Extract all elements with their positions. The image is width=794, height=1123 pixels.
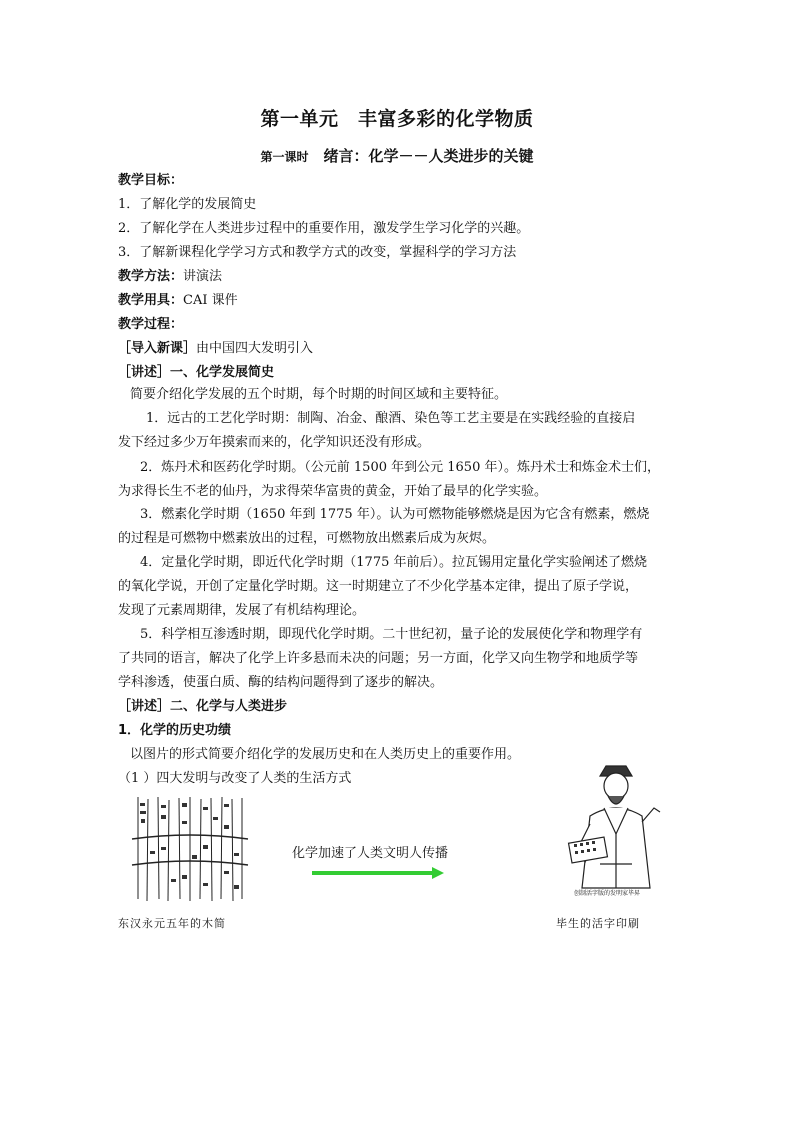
left-caption: 东汉永元五年的木简 [118,917,226,930]
arrow-label: 化学加速了人类文明人传播 [292,846,449,861]
lesson-topic: 绪言：化学－－人类进步的关键 [323,147,534,165]
period-2-line-2: 为求得长生不老的仙丹，为求得荣华富贵的黄金，开始了最早的化学实验。 [118,484,548,499]
lecture1-tag: ［讲述］ [118,365,171,380]
lecture1-text: 一、化学发展简史 [170,365,275,380]
period-5-line-2: 了共同的语言，解决了化学上许多悬而未决的问题；另一方面，化学又向生物学和地质学等 [118,651,639,666]
lecture1-row [118,363,274,383]
period-1-line-2: 发下经过多少万年摸索而来的，化学知识还没有形成。 [118,435,431,450]
objective-1: 1．了解化学的发展简史 [118,197,257,212]
right-caption: 毕生的活字印刷 [556,917,640,930]
bi-sheng-portrait-image [560,764,670,900]
intro-tag: ［导入新课］ [118,341,197,356]
period-4-line-2: 的氧化学说，开创了定量化学时期。这一时期建立了不少化学基本定律，提出了原子学说， [118,579,639,594]
section1-heading: 1．化学的历史功绩 [118,723,232,738]
objectives-heading: 教学目标： [118,173,184,188]
tools-label: 教学用具： [118,293,184,308]
method-label: 教学方法： [118,269,184,284]
overview: 简要介绍化学发展的五个时期，每个时期的时间区域和主要特征。 [130,387,508,402]
portrait-small-caption: 创制活字版的发明家毕昇 [574,890,641,897]
objective-2: 2．了解化学在人类进步过程中的重要作用，激发学生学习化学的兴趣。 [118,221,530,236]
period-3-line-1: 3．燃素化学时期（1650 年到 1775 年）。认为可燃物能够燃烧是因为它含有燃素，燃烧 [140,507,650,522]
period-4-line-3: 发现了元素周期律，发展了有机结构理论。 [118,603,366,618]
lecture2-row [118,697,287,717]
method-value: 讲演法 [183,269,223,284]
period-5-line-1: 5．科学相互渗透时期，即现代化学时期。二十世纪初，量子论的发展使化学和物理学有 [140,627,643,642]
tools-value: CAI 课件 [183,293,238,308]
lecture2-text: 二、化学与人类进步 [170,699,288,714]
bamboo-slips-image [130,795,250,903]
period-5-line-3: 学科渗透，使蛋白质、酶的结构问题得到了逐步的解决。 [118,675,444,690]
period-2-line-1: 2．炼丹术和医药化学时期。（公元前 1500 年到公元 1650 年）。炼丹术士和炼金术士们， [140,460,660,475]
page-subtitle [0,145,794,166]
method-row [118,267,222,287]
section1-intro: 以图片的形式简要介绍化学的发展历史和在人类历史上的重要作用。 [130,747,521,762]
period-4-line-1: 4．定量化学时期，即近代化学时期（1775 年前后）。拉瓦锡用定量化学实验阐述了燃烧 [140,555,647,570]
period-3-line-2: 的过程是可燃物中燃素放出的过程，可燃物放出燃素后成为灰烬。 [118,531,496,546]
period-1-line-1: 1．远古的工艺化学时期：制陶、冶金、酿酒、染色等工艺主要是在实践经验的直接启 [146,411,636,426]
process-heading: 教学过程： [118,317,184,332]
item-1: （1 ）四大发明与改变了人类的生活方式 [118,771,352,786]
intro-row [118,339,313,359]
intro-text: 由中国四大发明引入 [196,341,314,356]
lesson-label: 第一课时 [260,150,309,164]
page-title: 第一单元 丰富多彩的化学物质 [260,108,534,130]
objective-3: 3．了解新课程化学学习方式和教学方式的改变，掌握科学的学习方法 [118,245,517,260]
tools-row [118,291,238,311]
lecture2-tag: ［讲述］ [118,699,171,714]
right-arrow-icon [310,866,446,880]
